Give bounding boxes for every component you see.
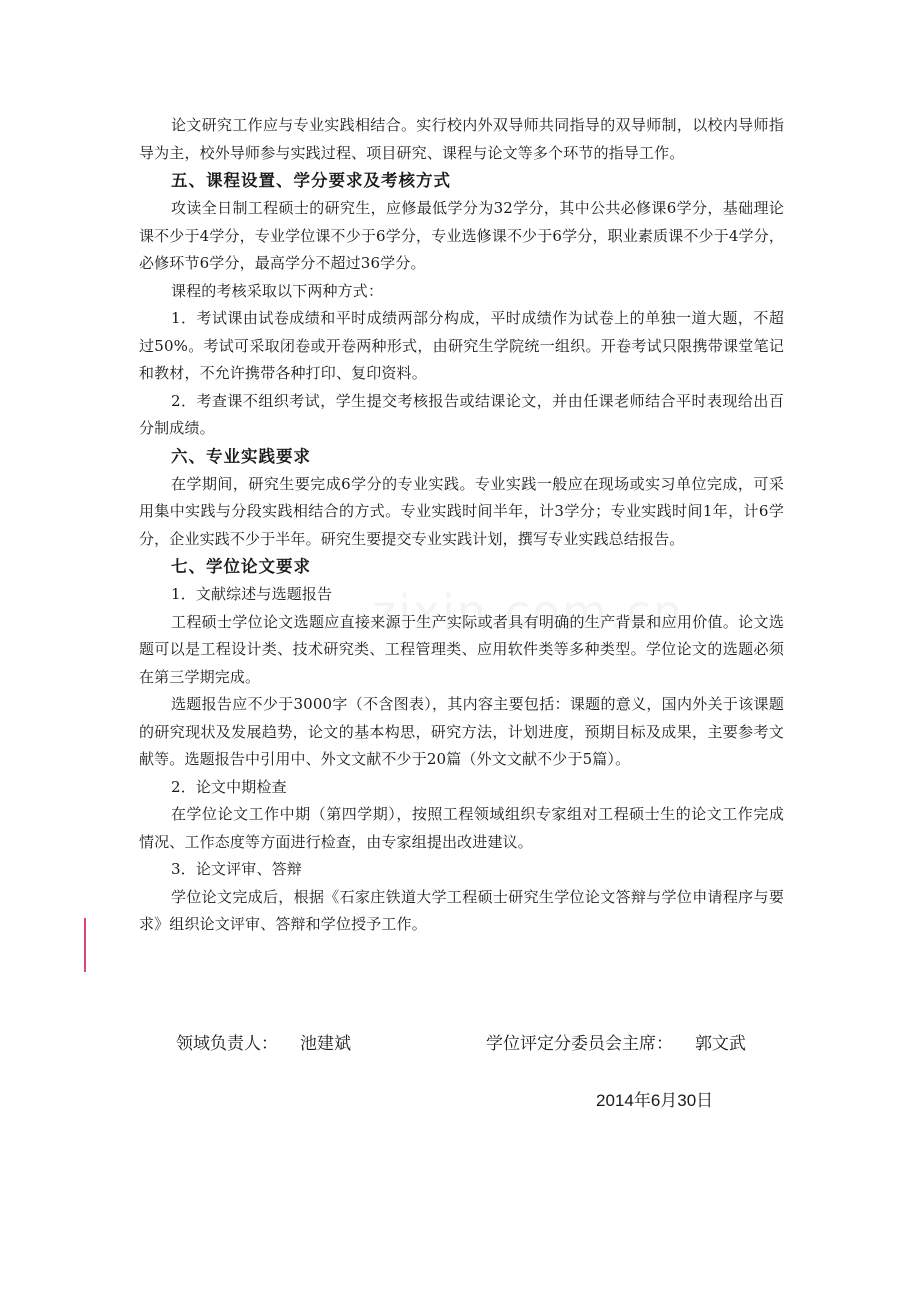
body-paragraph: 课程的考核采取以下两种方式： [171,281,384,300]
body-paragraph: 选题报告应不少于3000字（不含图表），其内容主要包括：课题的意义，国内外关于该课题的研究现状及发展趋势，论文的基本构思，研究方法，计划进度，预期目标及成果，主要参考文献等。选题报告中引用中、外文文献不少于20篇（外文文献不少于5篇）。 [139,695,784,768]
section-heading: 七、学位论文要求 [171,557,311,576]
document-body [139,112,784,939]
document-date: 2014年6月30日 [596,1091,714,1110]
committee-chair-name: 郭文武 [695,1034,746,1054]
body-paragraph: 2．论文中期检查 [171,777,287,796]
body-paragraph: 在学期间，研究生要完成6学分的专业实践。专业实践一般应在现场或实习单位完成，可采用集中实践与分段实践相结合的方式。专业实践时间半年，计3学分；专业实践时间1年，计6学分，企业实践不少于半年。研究生要提交专业实践计划，撰写专业实践总结报告。 [139,474,784,548]
body-paragraph: 学位论文完成后，根据《石家庄铁道大学工程硕士研究生学位论文答辩与学位申请程序与要求》组织论文评审、答辩和学位授予工作。 [139,887,784,933]
committee-chair-signature [486,1032,746,1056]
field-leader-name: 池建斌 [300,1034,351,1054]
section-heading: 五、课程设置、学分要求及考核方式 [171,171,451,190]
body-paragraph: 2．考查课不组织考试，学生提交考核报告或结课论文，并由任课老师结合平时表现给出百分制成绩。 [139,391,784,437]
body-paragraph: 在学位论文工作中期（第四学期），按照工程领域组织专家组对工程硕士生的论文工作完成情况、工作态度等方面进行检查，由专家组提出改进建议。 [139,805,784,851]
body-paragraph: 3．论文评审、答辩 [171,860,302,878]
field-leader-label: 领域负责人： [176,1034,278,1054]
body-paragraph: 攻读全日制工程硕士的研究生，应修最低学分为32学分，其中公共必修课6学分，基础理论课不少于4学分，专业学位课不少于6学分，专业选修课不少于6学分，职业素质课不少于4学分，必修环节6学分，最高学分不超过36学分。 [139,199,784,272]
committee-chair-label: 学位评定分委员会主席： [486,1034,673,1054]
body-paragraph: 论文研究工作应与专业实践相结合。实行校内外双导师共同指导的双导师制，以校内导师指导为主，校外导师参与实践过程、项目研究、课程与论文等多个环节的指导工作。 [139,116,784,162]
field-leader-signature [176,1032,351,1056]
margin-change-bar [84,918,86,972]
body-paragraph: 1．文献综述与选题报告 [171,585,333,603]
body-paragraph: 工程硕士学位论文选题应直接来源于生产实际或者具有明确的生产背景和应用价值。论文选题可以是工程设计类、技术研究类、工程管理类、应用软件类等多种类型。学位论文的选题必须在第三学期完成。 [139,612,784,686]
section-heading: 六、专业实践要求 [171,446,311,466]
body-paragraph: 1．考试课由试卷成绩和平时成绩两部分构成，平时成绩作为试卷上的单独一道大题，不超过50%。考试可采取闭卷或开卷两种形式，由研究生学院统一组织。开卷考试只限携带课堂笔记和教材，不允许携带各种打印、复印资料。 [139,309,784,382]
